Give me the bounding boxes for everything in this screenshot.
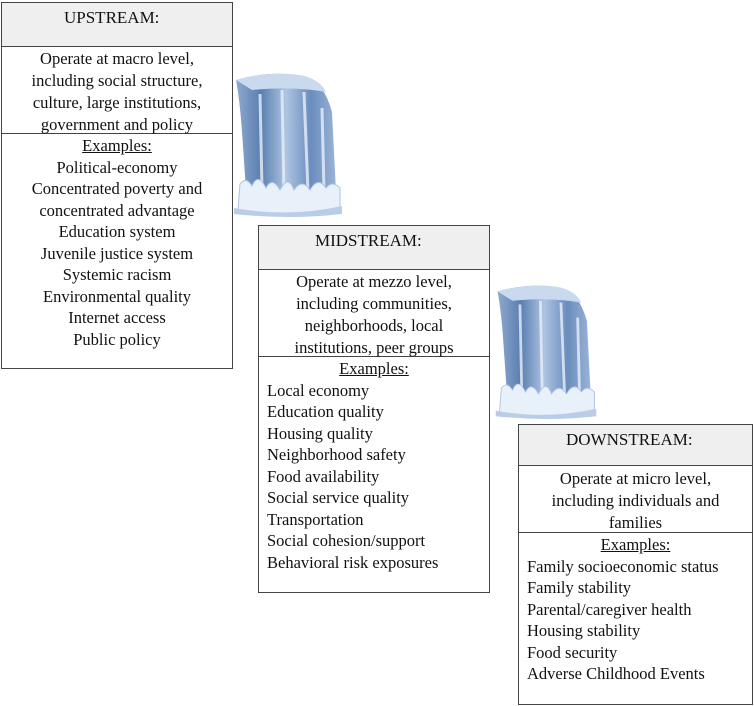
upstream-example: Public policy xyxy=(73,329,161,349)
midstream-desc-line: including communities, xyxy=(296,294,452,313)
upstream-examples-label: Examples: xyxy=(82,136,152,155)
downstream-example: Parental/caregiver health xyxy=(527,599,692,619)
midstream-example: Behavioral risk exposures xyxy=(267,552,439,572)
downstream-example: Housing stability xyxy=(527,621,641,640)
upstream-example: concentrated advantage xyxy=(39,200,195,220)
upstream-examples xyxy=(2,134,232,350)
waterfall-icon xyxy=(232,72,344,217)
downstream-example: Family stability xyxy=(527,578,632,597)
midstream-desc-line: Operate at mezzo level, xyxy=(296,272,452,291)
midstream-desc-line: institutions, peer groups xyxy=(294,338,454,357)
midstream-example: Food availability xyxy=(267,466,380,486)
midstream-example: Education quality xyxy=(267,402,384,421)
downstream-description xyxy=(519,466,752,533)
midstream-example: Social service quality xyxy=(267,488,410,507)
downstream-examples-label: Examples: xyxy=(600,535,671,554)
upstream-example: Environmental quality xyxy=(42,286,191,306)
midstream-desc-line: neighborhoods, local xyxy=(304,316,444,335)
upstream-title: UPSTREAM: xyxy=(2,3,232,47)
upstream-example: Juvenile justice system xyxy=(40,243,194,263)
upstream-desc-line: Operate at macro level, xyxy=(40,49,194,68)
downstream-example: Food security xyxy=(527,642,618,662)
midstream-title: MIDSTREAM: xyxy=(259,226,489,270)
upstream-box xyxy=(1,2,233,369)
downstream-box xyxy=(518,424,753,705)
downstream-title: DOWNSTREAM: xyxy=(519,425,752,466)
upstream-example: Concentrated poverty and xyxy=(31,179,203,198)
midstream-examples xyxy=(259,357,489,573)
midstream-example: Neighborhood safety xyxy=(267,445,406,464)
upstream-example: Political-economy xyxy=(56,157,178,177)
downstream-example: Family socioeconomic status xyxy=(527,556,719,576)
downstream-desc-line: Operate at micro level, xyxy=(559,469,712,488)
midstream-example: Local economy xyxy=(267,380,370,400)
midstream-examples-label: Examples: xyxy=(339,359,409,378)
downstream-example: Adverse Childhood Events xyxy=(527,664,705,683)
upstream-desc-line: government and policy xyxy=(40,115,194,134)
upstream-example: Systemic racism xyxy=(62,265,172,284)
midstream-example: Transportation xyxy=(267,509,364,529)
midstream-description xyxy=(259,270,489,357)
midstream-box xyxy=(258,225,490,593)
upstream-desc-line: culture, large institutions, xyxy=(32,93,202,112)
upstream-example: Education system xyxy=(58,222,176,241)
downstream-desc-line: including individuals and xyxy=(551,491,720,510)
upstream-description xyxy=(2,47,232,134)
downstream-examples xyxy=(519,533,752,685)
upstream-desc-line: including social structure, xyxy=(31,71,203,90)
midstream-example: Housing quality xyxy=(267,423,373,443)
midstream-example: Social cohesion/support xyxy=(267,531,426,550)
downstream-desc-line: families xyxy=(608,513,663,532)
upstream-example: Internet access xyxy=(68,308,166,327)
waterfall-icon xyxy=(490,284,602,419)
